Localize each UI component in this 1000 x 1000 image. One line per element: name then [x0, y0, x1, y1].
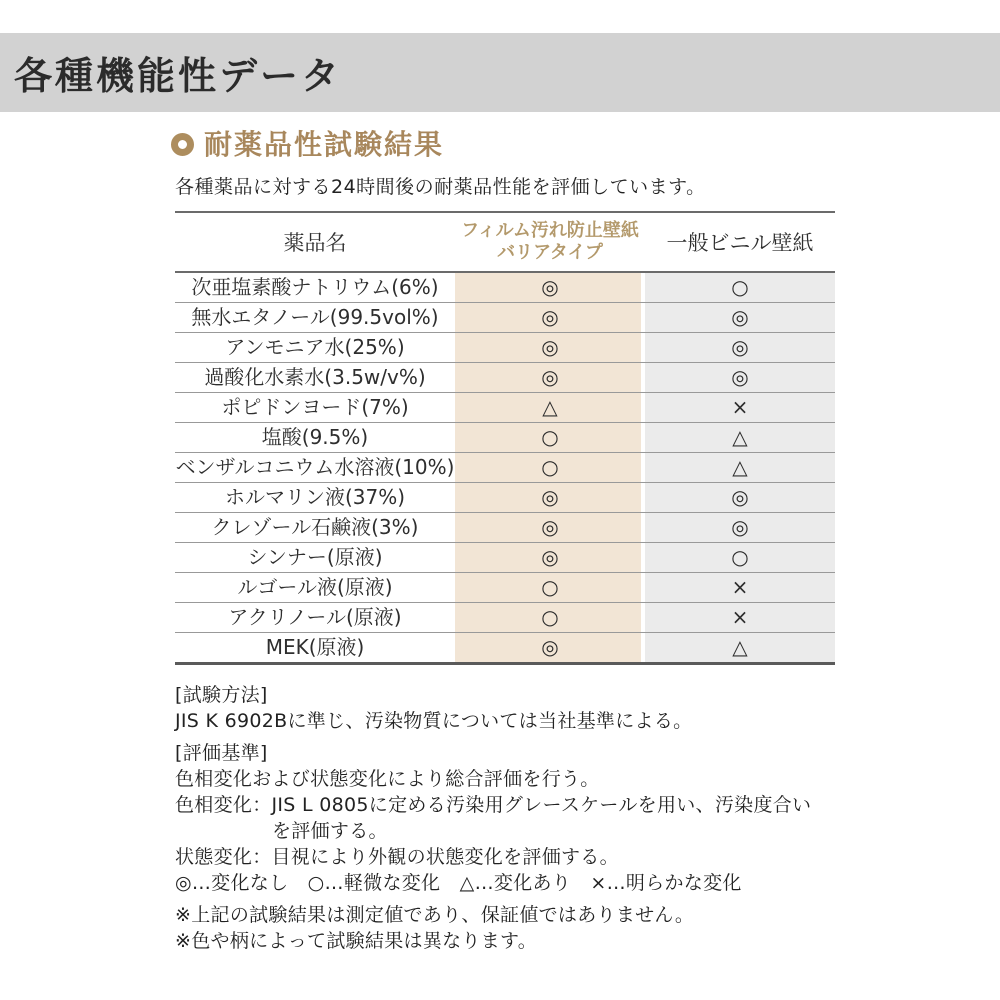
film-result-symbol: ○	[455, 423, 645, 453]
chemical-name: 次亜塩素酸ナトリウム(6%)	[191, 275, 439, 299]
chemical-name: アンモニア水(25%)	[175, 333, 455, 363]
chemical-name: 過酸化水素水(3.5w/v%)	[175, 363, 455, 393]
chemical-name: シンナー(原液)	[175, 543, 455, 573]
section-title: 耐薬品性試験結果	[204, 128, 445, 161]
vinyl-result-symbol: △	[645, 453, 835, 483]
vinyl-result-symbol: ◎	[645, 333, 835, 363]
criteria-label: [評価基準]	[175, 742, 268, 764]
table-row	[175, 483, 835, 513]
table-body	[175, 272, 835, 664]
table-row	[175, 333, 835, 363]
film-result-symbol: ○	[455, 453, 645, 483]
chemical-name: ポピドンヨード(7%)	[175, 393, 455, 423]
disclaimer-note-2: ※色や柄によって試験結果は異なります。	[175, 930, 538, 952]
page-title: 各種機能性データ	[14, 54, 343, 98]
chemical-name: ルゴール液(原液)	[175, 573, 455, 603]
column-header-chemical: 薬品名	[175, 212, 455, 272]
disclaimer-note-1: ※上記の試験結果は測定値であり、保証値ではありません。	[175, 904, 695, 926]
chemical-name: ベンザルコニウム水溶液(10%)	[175, 453, 455, 483]
film-result-symbol: ◎	[455, 513, 645, 543]
table-row	[175, 363, 835, 393]
vinyl-result-symbol: ◎	[645, 303, 835, 333]
vinyl-result-symbol: ×	[645, 573, 835, 603]
chemical-name: クレゾール石鹸液(3%)	[175, 513, 455, 543]
table-row	[175, 393, 835, 423]
table-row	[175, 543, 835, 573]
chemical-name: 塩酸(9.5%)	[175, 423, 455, 453]
table-row	[175, 603, 835, 633]
table-header-row	[175, 212, 835, 272]
film-result-symbol: ○	[455, 603, 645, 633]
vinyl-result-symbol: △	[645, 423, 835, 453]
vinyl-result-symbol: ◎	[645, 513, 835, 543]
hue-change-line2: を評価する。	[272, 820, 388, 842]
state-change-line: 状態変化：目視により外観の状態変化を評価する。	[175, 846, 619, 868]
chemical-name: ホルマリン液(37%)	[175, 483, 455, 513]
symbol-legend: ◎…変化なし ○…軽微な変化 △…変化あり ×…明らかな変化	[175, 872, 742, 894]
test-method-text: JIS K 6902Bに準じ、汚染物質については当社基準による。	[175, 710, 693, 732]
column-header-film-line2: バリアタイプ	[497, 242, 603, 263]
vinyl-result-symbol: ◎	[645, 483, 835, 513]
table-row	[175, 633, 835, 664]
section-heading	[171, 128, 444, 162]
criteria-text: 色相変化および状態変化により総合評価を行う。	[175, 768, 600, 790]
table-row	[175, 423, 835, 453]
column-header-film	[455, 212, 645, 272]
vinyl-result-symbol: ○	[645, 272, 835, 303]
test-method-label: [試験方法]	[175, 684, 268, 706]
table-row	[175, 303, 835, 333]
vinyl-result-symbol: ◎	[645, 363, 835, 393]
footnotes	[175, 682, 895, 954]
column-header-film-line1: フィルム汚れ防止壁紙	[461, 219, 639, 241]
film-result-symbol: ○	[455, 573, 645, 603]
vinyl-result-symbol: ×	[645, 393, 835, 423]
film-result-symbol: ◎	[455, 303, 645, 333]
film-result-symbol: ◎	[455, 543, 645, 573]
hue-change-line1: 色相変化：JIS L 0805に定める汚染用グレースケールを用い、汚染度合い	[175, 794, 812, 816]
header-bar	[0, 33, 1000, 112]
vinyl-result-symbol: ○	[645, 543, 835, 573]
table-row	[175, 573, 835, 603]
film-result-symbol: ◎	[455, 333, 645, 363]
film-result-symbol: ◎	[455, 272, 645, 303]
section-subtitle: 各種薬品に対する24時間後の耐薬品性能を評価しています。	[175, 176, 706, 198]
vinyl-result-symbol: ×	[645, 603, 835, 633]
vinyl-result-symbol: △	[645, 633, 835, 664]
chemical-resistance-table	[175, 211, 835, 665]
film-result-symbol: △	[455, 393, 645, 423]
chemical-name: アクリノール(原液)	[175, 603, 455, 633]
table-row	[175, 272, 835, 303]
column-header-vinyl: 一般ビニル壁紙	[645, 212, 835, 272]
table-row	[175, 513, 835, 543]
table-row	[175, 453, 835, 483]
donut-circle-icon	[171, 133, 194, 156]
film-result-symbol: ◎	[455, 483, 645, 513]
chemical-name: MEK(原液)	[175, 633, 455, 664]
film-result-symbol: ◎	[455, 633, 645, 664]
chemical-name: 無水エタノール(99.5vol%)	[175, 303, 455, 333]
film-result-symbol: ◎	[455, 363, 645, 393]
